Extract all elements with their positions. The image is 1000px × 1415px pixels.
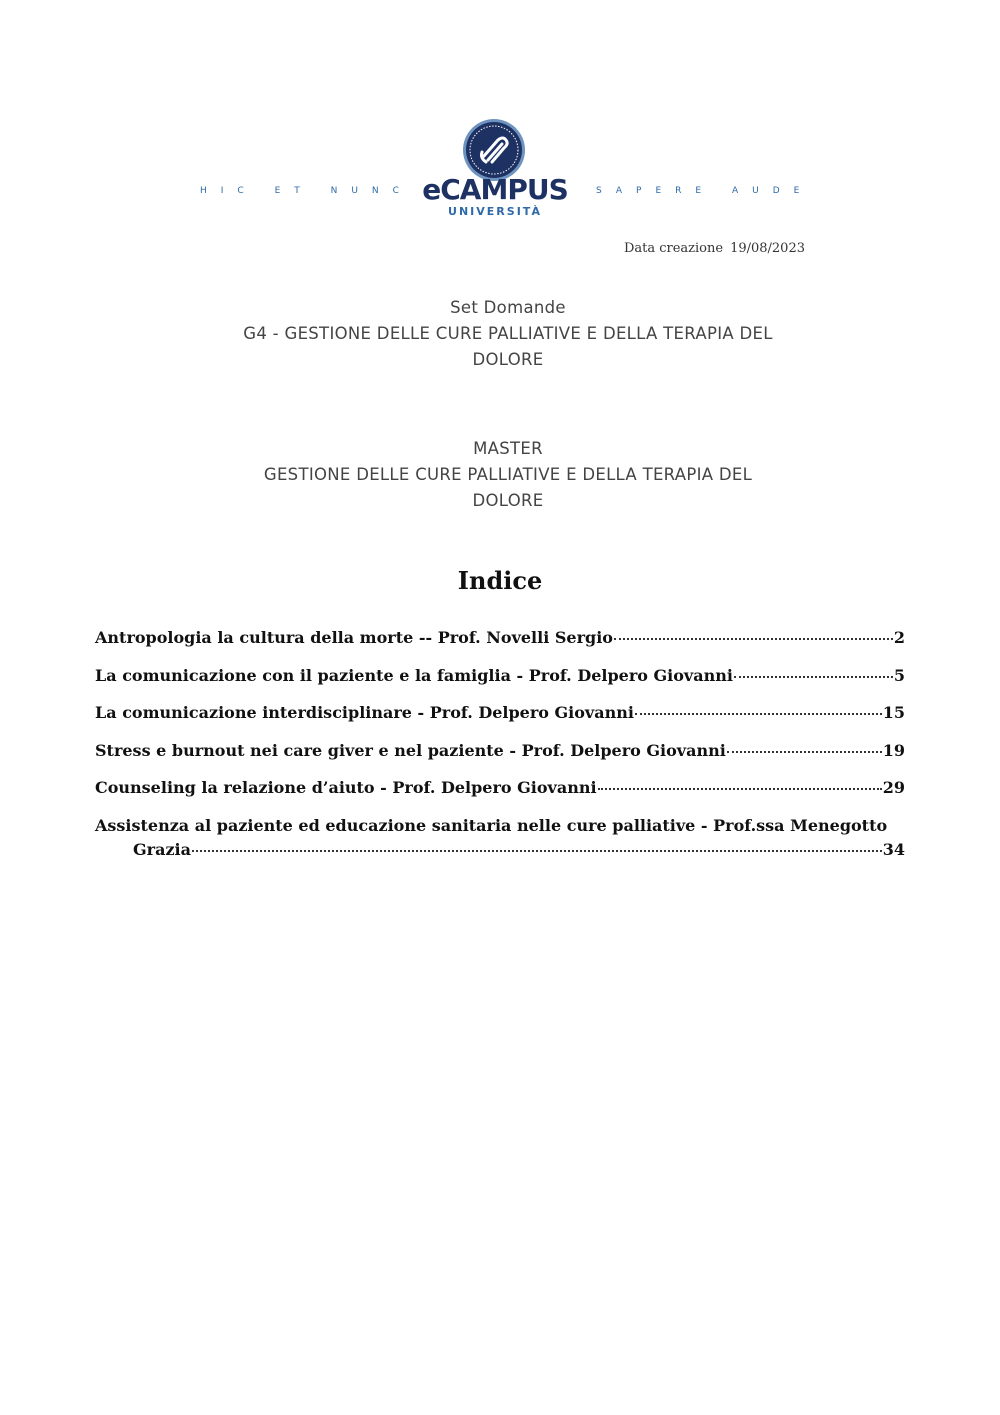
logo-subtitle: UNIVERSITÀ <box>448 205 542 218</box>
toc-item-page: 15 <box>882 703 905 722</box>
toc-item-page: 2 <box>893 628 905 647</box>
toc-item[interactable] <box>95 664 905 702</box>
toc-item[interactable] <box>95 626 905 664</box>
master-title-line2: DOLORE <box>472 491 544 510</box>
creation-date <box>560 241 805 256</box>
toc-item-text-cont: Grazia <box>133 839 191 859</box>
toc-item-text: Antropologia la cultura della morte -- Prof. Novelli Sergio <box>95 628 613 647</box>
toc-item[interactable] <box>95 739 905 777</box>
set-title-line1: G4 - GESTIONE DELLE CURE PALLIATIVE E DELLA TERAPIA DEL <box>243 324 773 343</box>
toc-item-text: La comunicazione con il paziente e la famiglia - Prof. Delpero Giovanni <box>95 665 733 685</box>
set-heading: Set Domande <box>450 298 566 317</box>
master-heading: MASTER <box>473 439 543 458</box>
motto-left: HIC ET NUNC <box>200 186 413 196</box>
toc-leader <box>598 787 882 790</box>
toc-leader <box>635 712 882 715</box>
set-domande-block <box>150 295 866 373</box>
toc-item[interactable] <box>95 776 905 814</box>
table-of-contents <box>95 626 905 862</box>
toc-item-page: 29 <box>882 778 905 797</box>
toc-leader <box>727 750 882 753</box>
master-block <box>150 436 866 514</box>
toc-item-text: La comunicazione interdisciplinare - Prof. Delpero Giovanni <box>95 703 634 722</box>
toc-item[interactable] <box>95 701 905 739</box>
toc-item-page: 19 <box>882 740 905 760</box>
toc-leader <box>614 637 893 640</box>
creation-value: 19/08/2023 <box>730 241 805 256</box>
set-title-line2: DOLORE <box>472 350 544 369</box>
toc-item-text: Stress e burnout nei care giver e nel paziente - Prof. Delpero Giovanni <box>95 740 726 760</box>
logo-wordmark: eCAMPUS <box>422 173 568 206</box>
toc-leader <box>734 675 893 678</box>
toc-item[interactable] <box>95 814 905 862</box>
toc-item-page: 34 <box>882 839 905 859</box>
toc-item-page: 5 <box>893 665 905 685</box>
toc-item-text: Counseling la relazione d’aiuto - Prof. Delpero Giovanni <box>95 778 597 797</box>
creation-label: Data creazione <box>623 241 724 256</box>
index-title: Indice <box>457 566 543 595</box>
master-title-line1: GESTIONE DELLE CURE PALLIATIVE E DELLA TERAPIA DEL <box>263 465 753 484</box>
page-header <box>0 0 1000 230</box>
toc-item-text: Assistenza al paziente ed educazione sanitaria nelle cure palliative - Prof.ssa Menegotto <box>95 815 888 835</box>
motto-right: SAPERE AUDE <box>596 186 814 196</box>
toc-leader <box>192 849 882 852</box>
